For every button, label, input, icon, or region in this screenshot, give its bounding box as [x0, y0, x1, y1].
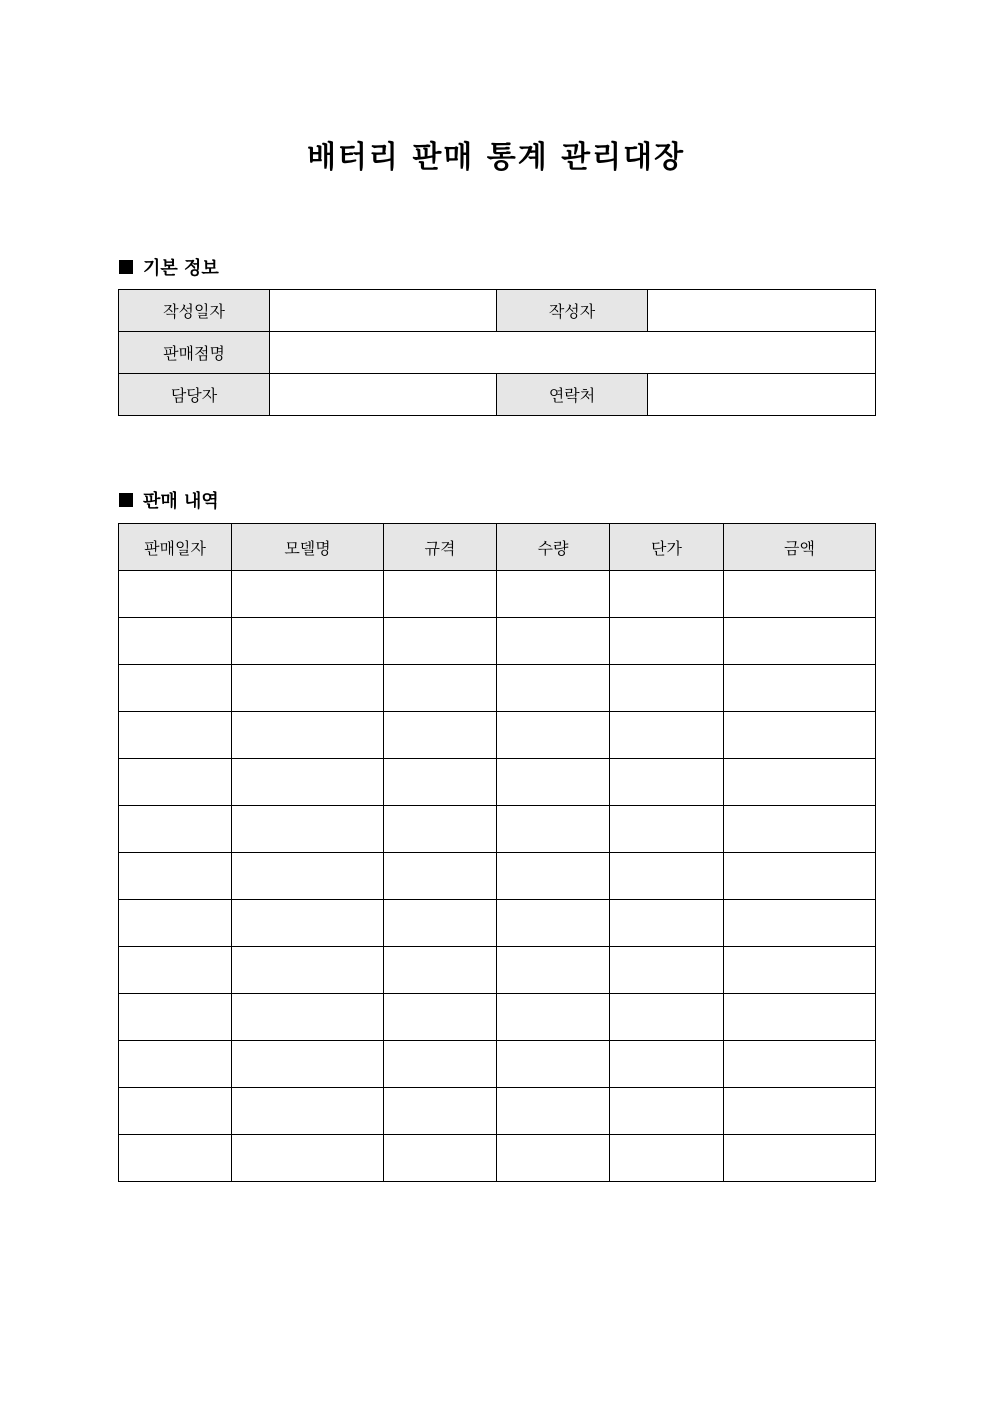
cell-quantity[interactable]	[497, 947, 610, 994]
table-row	[119, 1135, 876, 1182]
cell-date[interactable]	[119, 1135, 232, 1182]
sales-heading-text: 판매 내역	[143, 491, 219, 512]
column-header-quantity: 수량	[497, 524, 610, 571]
basic-info-heading-text: 기본 정보	[143, 258, 219, 279]
cell-spec[interactable]	[384, 900, 497, 947]
date-label: 작성일자	[119, 290, 270, 332]
sales-heading	[119, 487, 219, 513]
cell-date[interactable]	[119, 759, 232, 806]
contact-field[interactable]	[648, 374, 876, 416]
store-label: 판매점명	[119, 332, 270, 374]
cell-model[interactable]	[232, 853, 384, 900]
cell-model[interactable]	[232, 665, 384, 712]
cell-amount[interactable]	[724, 853, 876, 900]
column-header-date: 판매일자	[119, 524, 232, 571]
cell-spec[interactable]	[384, 1088, 497, 1135]
cell-spec[interactable]	[384, 947, 497, 994]
cell-amount[interactable]	[724, 1041, 876, 1088]
cell-unit-price[interactable]	[610, 665, 724, 712]
cell-quantity[interactable]	[497, 806, 610, 853]
cell-unit-price[interactable]	[610, 1135, 724, 1182]
cell-date[interactable]	[119, 806, 232, 853]
cell-spec[interactable]	[384, 806, 497, 853]
author-label: 작성자	[497, 290, 648, 332]
info-row-date-author	[119, 290, 876, 332]
cell-quantity[interactable]	[497, 618, 610, 665]
cell-spec[interactable]	[384, 853, 497, 900]
square-bullet-icon	[119, 260, 133, 274]
table-row	[119, 571, 876, 618]
table-row	[119, 994, 876, 1041]
cell-amount[interactable]	[724, 994, 876, 1041]
cell-unit-price[interactable]	[610, 900, 724, 947]
cell-model[interactable]	[232, 900, 384, 947]
date-field[interactable]	[270, 290, 497, 332]
cell-spec[interactable]	[384, 571, 497, 618]
cell-date[interactable]	[119, 947, 232, 994]
square-bullet-icon	[119, 493, 133, 507]
cell-quantity[interactable]	[497, 759, 610, 806]
cell-date[interactable]	[119, 1041, 232, 1088]
cell-model[interactable]	[232, 1041, 384, 1088]
cell-amount[interactable]	[724, 1088, 876, 1135]
manager-field[interactable]	[270, 374, 497, 416]
info-row-manager-contact	[119, 374, 876, 416]
cell-unit-price[interactable]	[610, 571, 724, 618]
table-row	[119, 1088, 876, 1135]
cell-quantity[interactable]	[497, 994, 610, 1041]
cell-unit-price[interactable]	[610, 759, 724, 806]
info-row-store	[119, 332, 876, 374]
cell-date[interactable]	[119, 900, 232, 947]
cell-amount[interactable]	[724, 571, 876, 618]
table-row	[119, 1041, 876, 1088]
cell-amount[interactable]	[724, 759, 876, 806]
table-row	[119, 900, 876, 947]
cell-amount[interactable]	[724, 712, 876, 759]
cell-unit-price[interactable]	[610, 947, 724, 994]
cell-model[interactable]	[232, 947, 384, 994]
cell-model[interactable]	[232, 1135, 384, 1182]
table-row	[119, 618, 876, 665]
table-row	[119, 712, 876, 759]
contact-label: 연락처	[497, 374, 648, 416]
cell-spec[interactable]	[384, 994, 497, 1041]
table-row	[119, 806, 876, 853]
cell-date[interactable]	[119, 665, 232, 712]
cell-amount[interactable]	[724, 806, 876, 853]
basic-info-heading	[119, 254, 219, 280]
cell-amount[interactable]	[724, 618, 876, 665]
sales-table	[118, 523, 876, 1182]
cell-model[interactable]	[232, 994, 384, 1041]
cell-quantity[interactable]	[497, 712, 610, 759]
cell-quantity[interactable]	[497, 665, 610, 712]
cell-model[interactable]	[232, 712, 384, 759]
manager-label: 담당자	[119, 374, 270, 416]
cell-quantity[interactable]	[497, 1088, 610, 1135]
cell-quantity[interactable]	[497, 1041, 610, 1088]
basic-info-table	[118, 289, 876, 416]
cell-date[interactable]	[119, 571, 232, 618]
cell-quantity[interactable]	[497, 1135, 610, 1182]
cell-quantity[interactable]	[497, 853, 610, 900]
cell-model[interactable]	[232, 618, 384, 665]
table-row	[119, 947, 876, 994]
author-field[interactable]	[648, 290, 876, 332]
column-header-unit-price: 단가	[610, 524, 724, 571]
table-row	[119, 759, 876, 806]
cell-unit-price[interactable]	[610, 1041, 724, 1088]
column-header-spec: 규격	[384, 524, 497, 571]
cell-quantity[interactable]	[497, 900, 610, 947]
table-row	[119, 853, 876, 900]
cell-unit-price[interactable]	[610, 712, 724, 759]
cell-date[interactable]	[119, 994, 232, 1041]
cell-unit-price[interactable]	[610, 806, 724, 853]
store-field[interactable]	[270, 332, 876, 374]
cell-model[interactable]	[232, 806, 384, 853]
cell-spec[interactable]	[384, 1041, 497, 1088]
cell-unit-price[interactable]	[610, 994, 724, 1041]
cell-date[interactable]	[119, 618, 232, 665]
cell-spec[interactable]	[384, 1135, 497, 1182]
cell-quantity[interactable]	[497, 571, 610, 618]
cell-spec[interactable]	[384, 618, 497, 665]
cell-amount[interactable]	[724, 665, 876, 712]
cell-amount[interactable]	[724, 900, 876, 947]
cell-date[interactable]	[119, 853, 232, 900]
cell-spec[interactable]	[384, 759, 497, 806]
column-header-model: 모델명	[232, 524, 384, 571]
cell-date[interactable]	[119, 712, 232, 759]
cell-amount[interactable]	[724, 947, 876, 994]
cell-spec[interactable]	[384, 712, 497, 759]
cell-date[interactable]	[119, 1088, 232, 1135]
cell-model[interactable]	[232, 759, 384, 806]
cell-model[interactable]	[232, 571, 384, 618]
cell-spec[interactable]	[384, 665, 497, 712]
cell-unit-price[interactable]	[610, 618, 724, 665]
column-header-amount: 금액	[724, 524, 876, 571]
cell-amount[interactable]	[724, 1135, 876, 1182]
page-title: 배터리 판매 통계 관리대장	[306, 140, 686, 175]
cell-unit-price[interactable]	[610, 853, 724, 900]
table-row	[119, 665, 876, 712]
cell-unit-price[interactable]	[610, 1088, 724, 1135]
cell-model[interactable]	[232, 1088, 384, 1135]
sales-header-row	[119, 524, 876, 571]
